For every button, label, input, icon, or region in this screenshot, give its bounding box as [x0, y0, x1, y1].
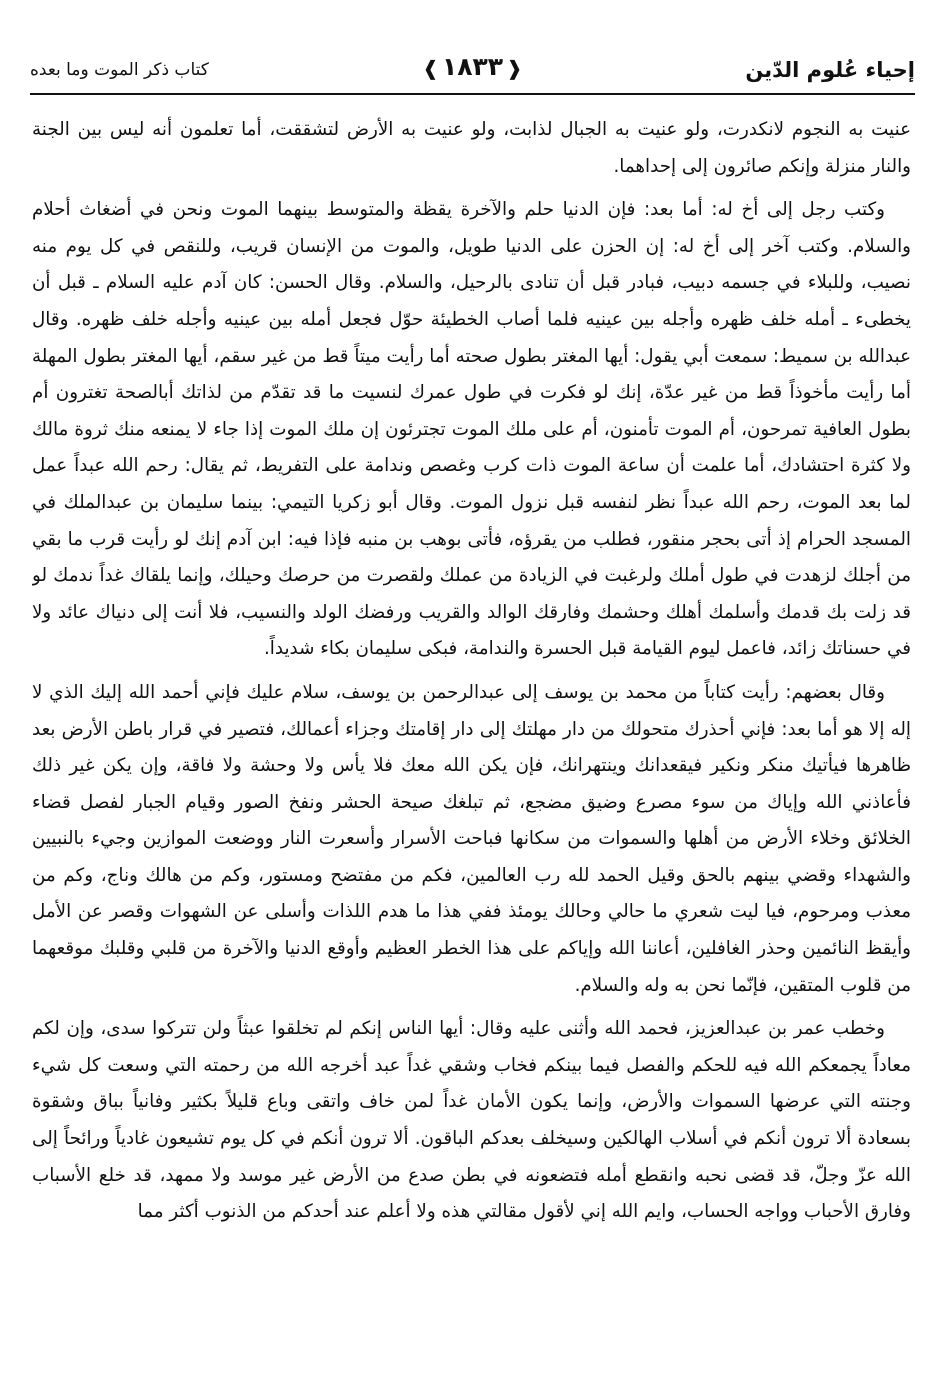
body-text [32, 112, 911, 1377]
page-number-block [419, 52, 526, 81]
page-header [30, 52, 915, 92]
paragraph: وخطب عمر بن عبدالعزيز، فحمد الله وأثنى عليه وقال: أيها الناس إنكم لم تخلقوا عبثاً ولن تتركوا سدى، وإن لكم معاداً يجمعكم الله فيه للحكم والفصل فيما بينكم فخاب وشقي غداً عبد أخرجه الله من رحمته التي وسعت كل شيء وجنته التي عرضها السموات والأرض، وإنما يكون الأمان غداً لمن خاف واتقى وباع قليلاً بكثير وفانياً بباق وشقوة بسعادة ألا ترون أنكم في أسلاب الهالكين وسيخلف بعدكم الباقون. ألا ترون أنكم في كل يوم تشيعون غادياً ورائحاً إلى الله عزّ وجلّ، قد قضى نحبه وانقطع أمله فتضعونه في بطن صدع من الأرض غير موسد ولا ممهد، قد خلع الأسباب وفارق الأحباب وواجه الحساب، وايم الله إني لأقول مقالتي هذه ولا أعلم عند أحدكم من الذنوب أكثر مما [32, 1018, 911, 1223]
chapter-title: كتاب ذكر الموت وما بعده [30, 60, 209, 80]
book-title: إحياء عُلوم الدّين [745, 58, 915, 82]
paragraph: وكتب رجل إلى أخ له: أما بعد: فإن الدنيا حلم والآخرة يقظة والمتوسط بينهما الموت ونحن في أضغاث أحلام والسلام. وكتب آخر إلى أخ له: إن الحزن على الدنيا طويل، والموت من الإنسان قريب، وللنقص في كل يوم منه نصيب، وللبلاء في جسمه دبيب، فبادر قبل أن تنادى بالرحيل، والسلام. وقال الحسن: كان آدم عليه السلام ـ قبل أن يخطىء ـ أمله خلف ظهره وأجله بين عينيه فلما أصاب الخطيئة حوّل فجعل أمله بين عينيه وأجله خلف ظهره. وقال عبدالله بن سميط: سمعت أبي يقول: أيها المغتر بطول صحته أما رأيت ميتاً قط من غير سقم، أيها المغتر بطول المهلة أما رأيت مأخوذاً قط من غير عدّة، إنك لو فكرت في طول عمرك لنسيت ما قد تقدّم من لذاتك أبالصحة تغترون أم بطول العافية تمرحون، أم الموت تأمنون، أم على ملك الموت تجترئون إن ملك الموت إذا جاء لا يمنعه منك ثروة مالك ولا كثرة احتشادك، أما علمت أن ساعة الموت ذات كرب وغصص وندامة على التفريط، ثم يقال: رحم الله عبداً عمل لما بعد الموت، رحم الله عبداً نظر لنفسه قبل نزول الموت. وقال أبو زكريا التيمي: بينما سليمان بن عبدالملك في المسجد الحرام إذ أتى بحجر منقور، فطلب من يقرؤه، فأتى بوهب بن منبه فإذا فيه: ابن آدم إنك لو رأيت قرب ما بقي من أجلك لزهدت في طول أملك ولرغبت في الزيادة من عملك ولقصرت من حرصك وحيلك، وإنما يلقاك غداً ندمك لو قد زلت بك قدمك وأسلمك أهلك وحشمك وفارقك الوالد والقريب ورفضك الولد والنسيب، فلا أنت إلى دنياك عائد ولا في حسناتك زائد، فاعمل ليوم القيامة قبل الحسرة والندامة، فبكى سليمان بكاء شديداً. [32, 199, 911, 660]
header-divider [30, 93, 915, 95]
right-ornament-icon: ❱ [506, 56, 523, 80]
page-number: ١٨٣٣ [441, 52, 504, 81]
paragraph: وقال بعضهم: رأيت كتاباً من محمد بن يوسف إلى عبدالرحمن بن يوسف، سلام عليك فإني أحمد الله إليك الذي لا إله إلا هو أما بعد: فإني أحذرك متحولك من دار مهلتك إلى دار إقامتك وجزاء أعمالك، فتصير في قرار باطن الأرض بعد ظاهرها فيأتيك منكر ونكير فيقعدانك وينتهرانك، فإن يكن الله معك فلا يأس ولا وحشة ولا فاقة، وإن يكن غير ذلك فأعاذني الله وإياك من سوء مصرع وضيق مضجع، ثم تبلغك صيحة الحشر ونفخ الصور وقيام الجبار لفصل قضاء الخلائق وخلاء الأرض من أهلها والسموات من سكانها فباحت الأسرار وأسعرت النار ووضعت الموازين وجيء بالنبيين والشهداء وقضي بينهم بالحق وقيل الحمد لله رب العالمين، فكم من مفتضح ومستور، وكم من هالك وناج، وكم من معذب ومرحوم، فيا ليت شعري ما حالي وحالك يومئذ ففي هذا ما هدم اللذات وأسلى عن الشهوات وقصر عن الأمل وأيقظ النائمين وحذر الغافلين، أعاننا الله وإياكم على هذا الخطر العظيم وأوقع الدنيا والآخرة من قلبي وقلبك موقعهما من قلوب المتقين، فإنّما نحن به وله والسلام. [32, 681, 911, 996]
left-ornament-icon: ❰ [422, 56, 439, 80]
paragraph: عنيت به النجوم لانكدرت، ولو عنيت به الجبال لذابت، ولو عنيت به الأرض لتشققت، أما تعلمون أنه ليس بين الجنة والنار منزلة وإنكم صائرون إلى إحداهما. [32, 119, 911, 177]
